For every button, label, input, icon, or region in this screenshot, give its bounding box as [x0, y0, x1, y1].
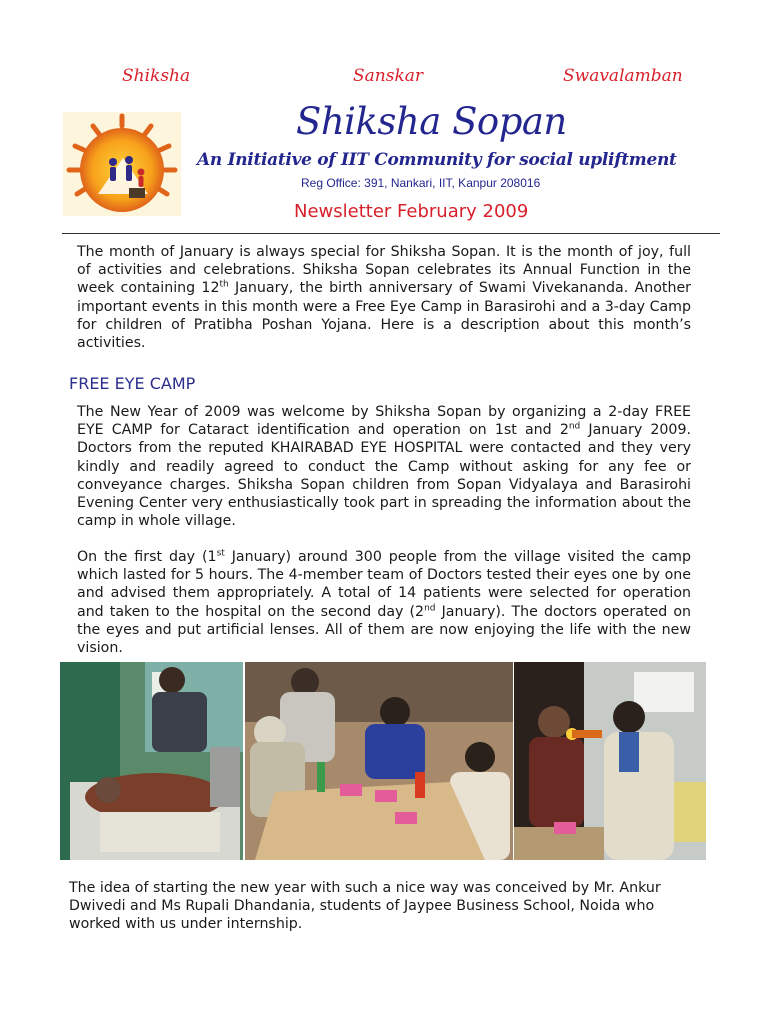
tagline-swavalamban: Swavalamban [563, 66, 683, 86]
tagline-sanskar: Sanskar [353, 66, 424, 86]
shiksha-sopan-logo [63, 112, 181, 216]
photo-eye-examination [60, 662, 243, 860]
section-heading-free-eye-camp: FREE EYE CAMP [69, 374, 196, 393]
org-title: Shiksha Sopan [296, 100, 567, 143]
eye-camp-paragraph-2: On the first day (1st January) around 300 people from the village visited the camp which lasted for 5 hours. The 4-member team of Doctors tested their eyes one by one and advised them appropriately. A total of 14 patients were selected for operation and taken to the hospital on the second day (2nd January). The doctors operated on the eyes and put artificial lenses. All of them are now enjoying the life with the new vision. [77, 548, 691, 657]
eye-camp-paragraph-1: The New Year of 2009 was welcome by Shiksha Sopan by organizing a 2-day FREE EYE CAMP for Cataract identification and operation on 1st and 2nd January 2009. Doctors from the reputed KHAIRABAD EYE HOSPITAL were contacted and they very kindly and readily agreed to conduct the Camp without asking for any fee or conveyance charges. Shiksha Sopan children from Sopan Vidyalaya and Barasirohi Evening Center very enthusiastically took part in spreading the information about the camp in whole village. [77, 404, 691, 530]
newsletter-date: Newsletter February 2009 [294, 201, 529, 222]
closing-paragraph: The idea of starting the new year with such a nice way was conceived by Mr. Ankur Dwivedi and Ms Rupali Dhandania, students of Jaypee Business School, Noida who worked with us under internship. [69, 880, 661, 933]
header-divider [62, 233, 720, 234]
reg-office-address: Reg Office: 391, Nankari, IIT, Kanpur 208016 [301, 176, 541, 190]
org-subtitle: An Initiative of IIT Community for social upliftment [197, 150, 677, 170]
photo-doctors-at-table [245, 662, 513, 860]
tagline-shiksha: Shiksha [122, 66, 191, 86]
photo-eye-check-with-torch [514, 662, 706, 860]
intro-paragraph: The month of January is always special for Shiksha Sopan. It is the month of joy, full of activities and celebrations. Shiksha Sopan celebrates its Annual Function in the week containing 12th January, the birth anniversary of Swami Vivekananda. Another important events in this month were a Free Eye Camp in Barasirohi and a 3-day Camp for children of Pratibha Poshan Yojana. Here is a description about this month’s activities. [77, 244, 692, 352]
